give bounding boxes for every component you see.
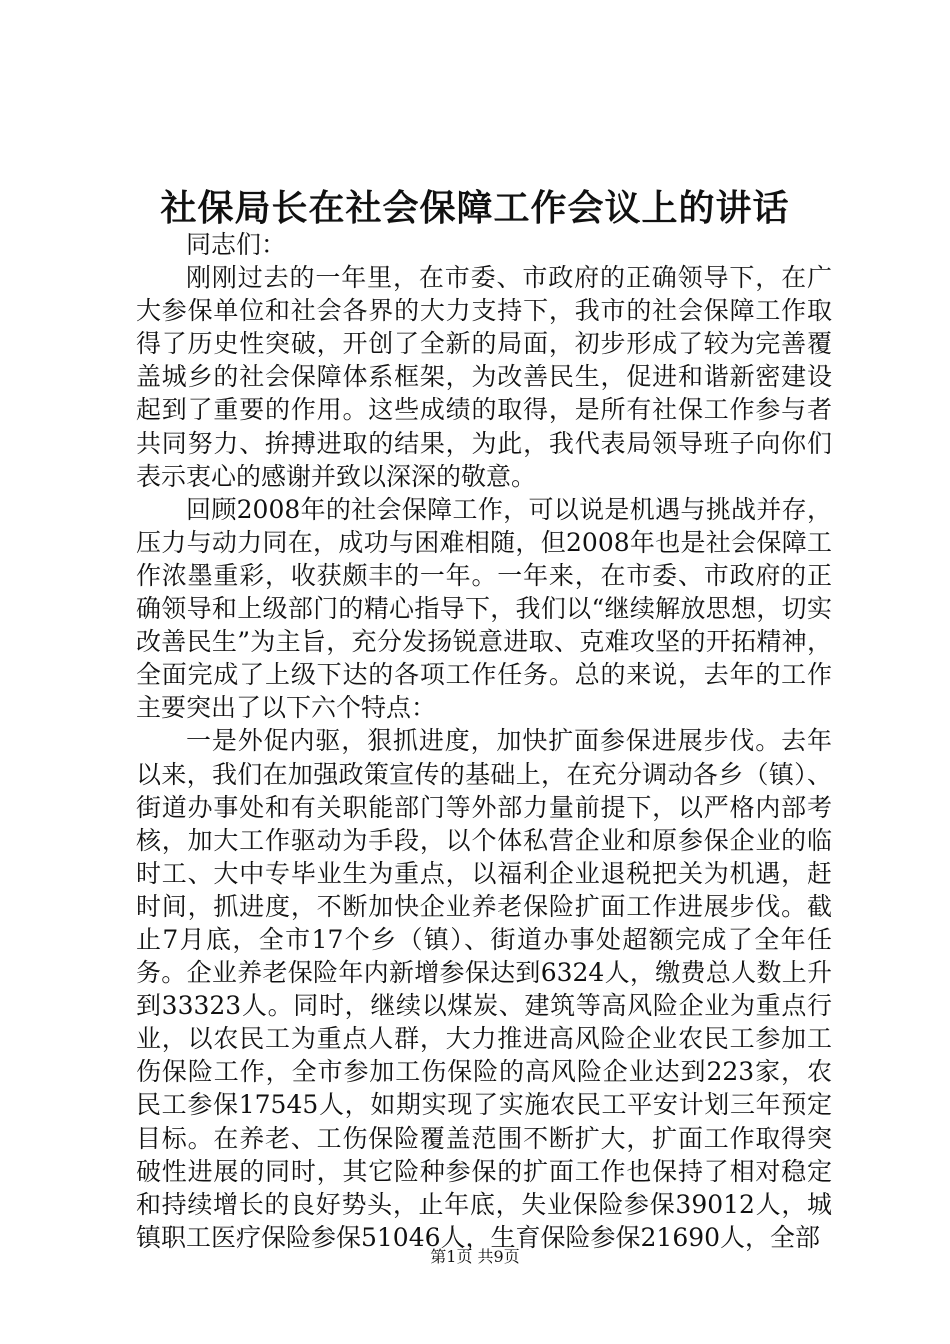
salutation-paragraph: 同志们：	[186, 230, 287, 259]
document-title: 社保局长在社会保障工作会议上的讲话	[160, 187, 790, 229]
body-paragraph: 一是外促内驱，狠抓进度，加快扩面参保进展步伐。去年以来，我们在加强政策宣传的基础上，在充分调动各乡（镇）、街道办事处和有关职能部门等外部力量前提下，以严格内部考核，加大工作驱动为手段，以个体私营企业和原参保企业的临时工、大中专毕业生为重点，以福利企业退税把关为机遇，赶时间，抓进度，不断加快企业养老保险扩面工作进展步伐。截止7月底，全市17个乡（镇）、街道办事处超额完成了全年任务。企业养老保险年内新增参保达到6324人，缴费总人数上升到33323人。同时，继续以煤炭、建筑等高风险企业为重点行业，以农民工为重点人群，大力推进高风险企业农民工参加工伤保险工作，全市参加工伤保险的高风险企业达到223家，农民工参保17545人，如期实现了实施农民工平安计划三年预定目标。在养老、工伤保险覆盖范围不断扩大，扩面工作取得突破性进展的同时，其它险种参保的扩面工作也保持了相对稳定和持续增长的良好势头，止年底，失业保险参保39012人，城镇职工医疗保险参保51046人，生育保险参保21690人，全部	[136, 726, 832, 1252]
document-body	[136, 228, 832, 1254]
body-paragraph: 回顾2008年的社会保障工作，可以说是机遇与挑战并存，压力与动力同在，成功与困难相随，但2008年也是社会保障工作浓墨重彩，收获颇丰的一年。一年来，在市委、市政府的正确领导和上级部门的精心指导下，我们以“继续解放思想，切实改善民生”为主旨，充分发扬锐意进取、克难攻坚的开拓精神，全面完成了上级下达的各项工作任务。总的来说，去年的工作主要突出了以下六个特点：	[136, 494, 832, 723]
body-paragraph: 刚刚过去的一年里，在市委、市政府的正确领导下，在广大参保单位和社会各界的大力支持下，我市的社会保障工作取得了历史性突破，开创了全新的局面，初步形成了较为完善覆盖城乡的社会保障体系框架，为改善民生，促进和谐新密建设起到了重要的作用。这些成绩的取得，是所有社保工作参与者共同努力、拚搏进取的结果，为此，我代表局领导班子向你们表示衷心的感谢并致以深深的敬意。	[136, 263, 832, 491]
page-number-footer: 第1页 共9页	[430, 1247, 520, 1266]
